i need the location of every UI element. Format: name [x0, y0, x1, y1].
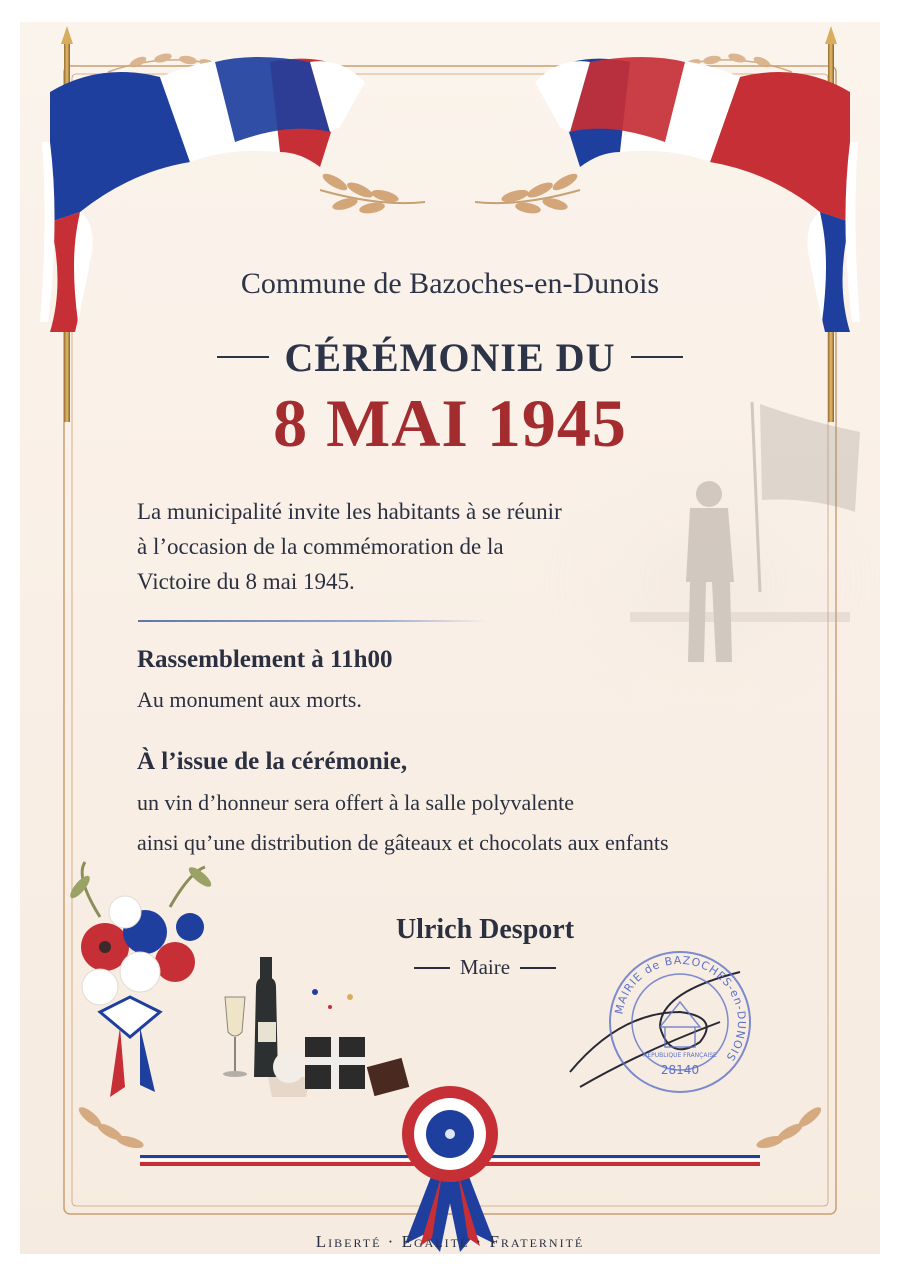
- center-laurels: [320, 171, 580, 216]
- role-dash-right: [520, 967, 556, 969]
- after-ceremony-line: un vin d’honneur sera offert à la salle polyvalente: [137, 790, 574, 815]
- heading-dash-left: [217, 356, 269, 358]
- gathering-heading: Rassemblement à 11h00: [137, 646, 393, 673]
- after-ceremony-heading: À l’issue de la cérémonie,: [137, 748, 408, 775]
- stamp-inner-text: RÉPUBLIQUE FRANÇAISE: [643, 1052, 717, 1059]
- gathering-place: Au monument aux morts.: [137, 687, 362, 712]
- poster: [20, 22, 880, 1254]
- ceremony-label: CÉRÉMONIE DU: [284, 334, 616, 380]
- section-divider: [138, 620, 488, 622]
- stamp-postcode: 28140: [660, 1063, 700, 1077]
- invitation-line: à l’occasion de la commémoration de la: [137, 534, 504, 559]
- mairie-stamp: [605, 947, 755, 1097]
- mayor-role: Maire: [459, 955, 511, 979]
- stamp-ring-text: MAIRIE de BAZOCHES-en-DUNOIS: [612, 953, 749, 1064]
- republic-motto: Liberté · Egalité · Fraternité: [315, 1232, 585, 1251]
- invitation-line: Victoire du 8 mai 1945.: [137, 569, 355, 594]
- ceremony-heading: [20, 332, 880, 382]
- commune-title: Commune de Bazoches-en-Dunois: [240, 267, 660, 300]
- mayor-name: Ulrich Desport: [395, 914, 575, 945]
- heading-dash-right: [631, 356, 683, 358]
- cockade: [402, 1086, 498, 1252]
- after-ceremony-line: ainsi qu’une distribution de gâteaux et chocolats aux enfants: [137, 830, 669, 855]
- invitation-text: [137, 494, 697, 599]
- event-date: 8 MAI 1945: [273, 385, 627, 461]
- flower-bouquet: [67, 862, 214, 1097]
- invitation-line: La municipalité invite les habitants à se réunir: [137, 499, 562, 524]
- role-dash-left: [414, 967, 450, 969]
